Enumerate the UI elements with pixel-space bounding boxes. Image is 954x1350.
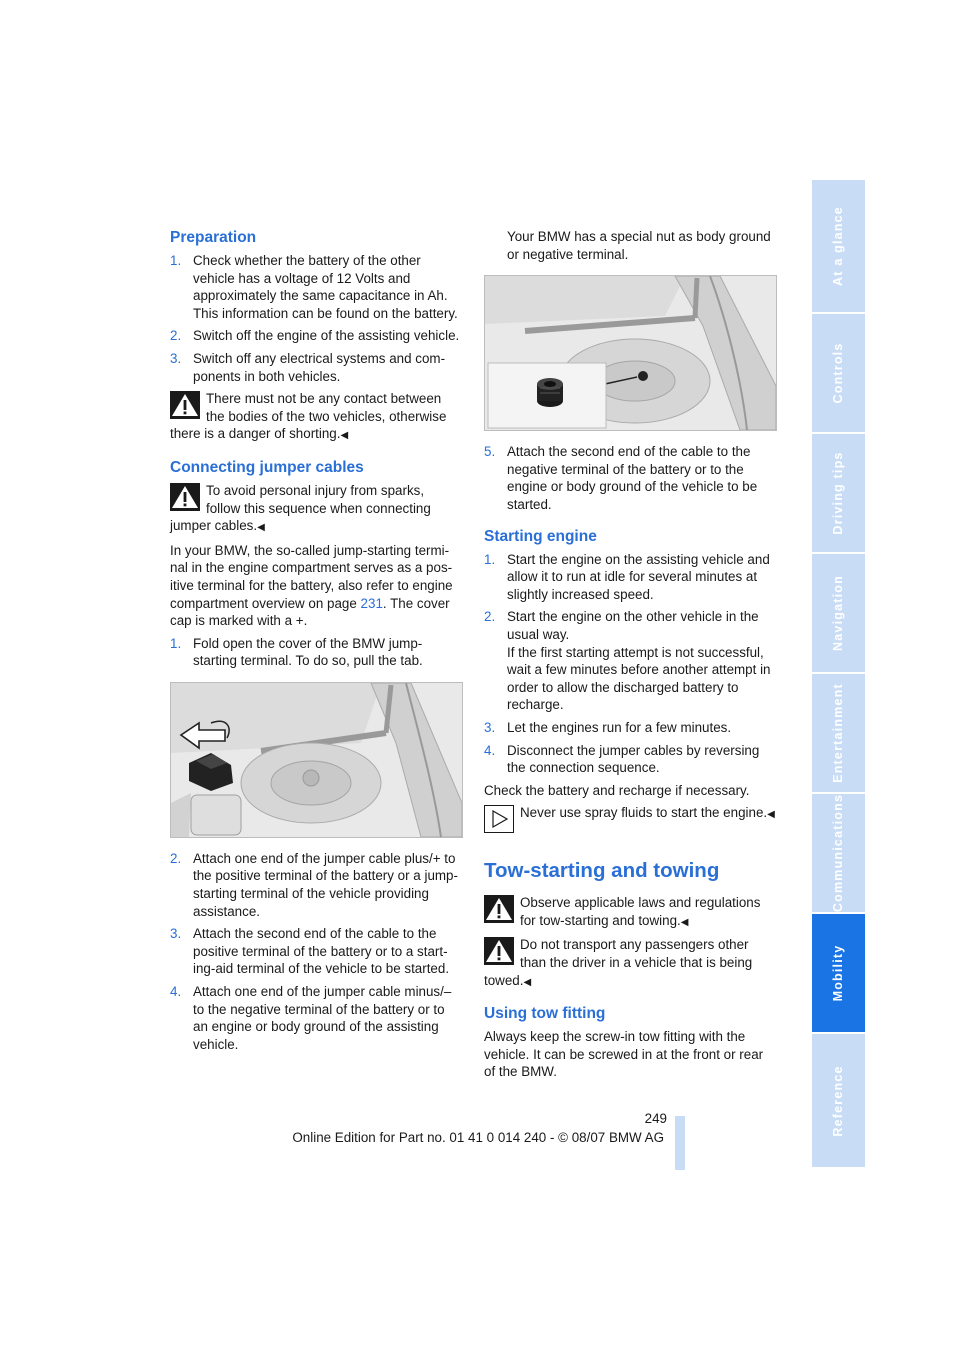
list-item: 3. Let the engines run for a few minutes. xyxy=(484,719,732,735)
tab-controls[interactable]: Controls xyxy=(812,314,865,432)
sparks-warning xyxy=(170,482,462,537)
warning-triangle-icon xyxy=(484,895,514,923)
page-number: 249 xyxy=(644,1111,667,1126)
tab-navigation[interactable]: Navigation xyxy=(812,554,865,672)
list-item: 4. Attach one end of the jumper cable minus/– to the negative terminal of the battery or to an engine or body ground of the assisting vehicle. xyxy=(170,984,452,1052)
list-item: 2. Start the engine on the other vehicle in the usual way. If the first starting attempt is not successful, wait a few minutes before another attempt in order to allow the discharged battery to recharge. xyxy=(484,609,771,713)
end-triangle-icon: ◀ xyxy=(340,430,349,442)
tip-arrow-icon xyxy=(484,805,514,833)
tab-driving-tips[interactable]: Driving tips xyxy=(812,434,865,552)
towing-heading: Tow-starting and towing xyxy=(484,859,720,883)
jump-terminal-paragraph: In your BMW, the so-called jump-starting terminal in the engine compartment serves as a positive terminal for the battery, also refer to engine compartment overview on page 231. The cover cap is marked with a +. xyxy=(170,542,453,629)
tab-mobility[interactable]: Mobility xyxy=(812,914,865,1032)
laws-warning xyxy=(484,894,776,931)
chapter-tabs xyxy=(812,180,865,1167)
list-item: 4. Disconnect the jumper cables by reversing the connection sequence. xyxy=(484,742,760,776)
end-triangle-icon: ◀ xyxy=(680,916,689,928)
list-item: 3. Attach the second end of the cable to the positive terminal of the battery or to a starting-aid terminal of the vehicle to be started. xyxy=(170,926,450,977)
engine-bay-illustration xyxy=(171,683,462,837)
edition-footer: Online Edition for Part no. 01 41 0 014 240 - © 08/07 BMW AG xyxy=(292,1130,664,1145)
starting-heading: Starting engine xyxy=(484,527,597,545)
passengers-warning xyxy=(484,936,776,991)
warning-triangle-icon xyxy=(170,391,200,419)
body-ground-illustration xyxy=(485,276,776,430)
check-battery-text: Check the battery and recharge if necessary. xyxy=(484,782,750,798)
list-item: 2. Switch off the engine of the assisting vehicle. xyxy=(170,328,460,344)
warning-text: Observe applicable laws and regulations for tow-starting and towing. xyxy=(520,895,761,928)
left-column xyxy=(170,228,462,1058)
end-triangle-icon: ◀ xyxy=(257,522,265,534)
warning-triangle-icon xyxy=(484,937,514,965)
end-triangle-icon: ◀ xyxy=(523,976,532,988)
body-ground-figure xyxy=(484,275,777,431)
body-ground-intro: Your BMW has a special nut as body ground or negative terminal. xyxy=(507,229,771,262)
jump-terminal-figure xyxy=(170,682,463,838)
tab-entertainment[interactable]: Entertainment xyxy=(812,674,865,792)
footer-accent-bar xyxy=(675,1116,685,1170)
preparation-steps xyxy=(170,252,462,385)
tow-fitting-heading: Using tow fitting xyxy=(484,1005,606,1023)
page-link[interactable]: 231 xyxy=(360,595,383,611)
tab-reference[interactable]: Reference xyxy=(812,1034,865,1167)
warning-text: To avoid personal injury from sparks, follow this sequence when connecting jumper cables. xyxy=(170,482,431,534)
list-item: 3. Switch off any electrical systems and components in both vehicles. xyxy=(170,350,446,384)
list-item: 1. Start the engine on the assisting vehicle and allow it to run at idle for several minutes at slightly increased speed. xyxy=(484,551,770,602)
list-item: 5. Attach the second end of the cable to the negative terminal of the battery or to the engine or body ground of the vehicle to be started. xyxy=(484,444,758,512)
list-item: 1. Check whether the battery of the other vehicle has a voltage of 12 Volts and approximately the same capacitance in Ah. This information can be found on the battery. xyxy=(170,253,458,321)
tip-text: Never use spray fluids to start the engine. xyxy=(520,805,768,821)
tow-fitting-text: Always keep the screw-in tow fitting with the vehicle. It can be screwed in at the front or rear of the BMW. xyxy=(484,1029,764,1080)
warning-text: Do not transport any passengers other than the driver in a vehicle that is being towed. xyxy=(484,937,753,988)
warning-triangle-icon xyxy=(170,483,200,511)
connecting-heading: Connecting jumper cables xyxy=(170,458,364,476)
preparation-heading: Preparation xyxy=(170,229,257,246)
spray-tip xyxy=(484,804,776,833)
list-item: 1. Fold open the cover of the BMW jump-starting terminal. To do so, pull the tab. xyxy=(170,635,423,669)
list-item: 2. Attach one end of the jumper cable plus/+ to the positive terminal of the battery or a jump-starting terminal of the vehicle providing assistance. xyxy=(170,850,458,919)
warning-text: There must not be any contact between the bodies of the two vehicles, otherwise there is a danger of shorting. xyxy=(170,391,447,442)
shorting-warning xyxy=(170,390,462,445)
tab-at-a-glance[interactable]: At a glance xyxy=(812,180,865,312)
tab-communications[interactable]: Communications xyxy=(812,794,865,912)
right-column xyxy=(484,228,776,1086)
end-triangle-icon: ◀ xyxy=(767,809,775,821)
